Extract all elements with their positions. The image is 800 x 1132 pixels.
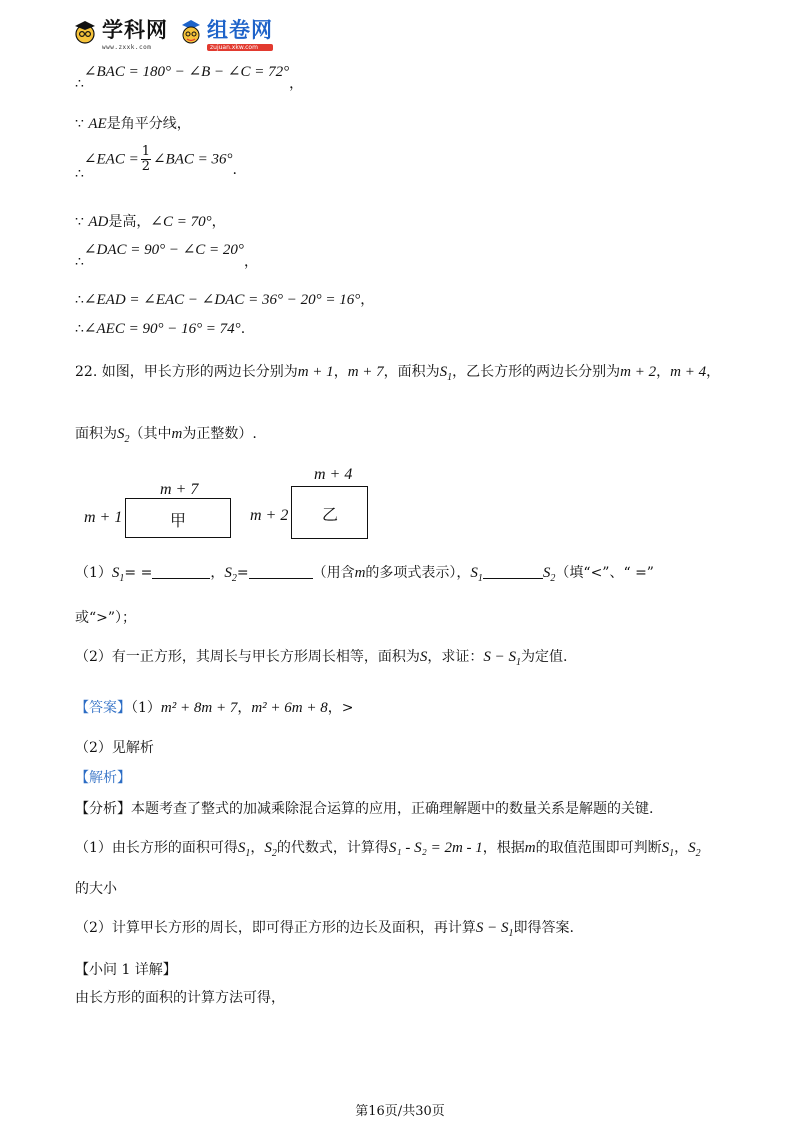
s-symbol: S <box>470 565 478 581</box>
solution-line-6 <box>75 290 374 310</box>
subscript: 1 <box>516 657 522 668</box>
s1-symbol <box>111 565 125 584</box>
question-text: ，面积为 <box>383 364 440 380</box>
s-minus-s1 <box>475 920 514 939</box>
note: 的多项式表示）， <box>365 565 471 581</box>
var-m: m <box>171 426 183 442</box>
solution-line-2 <box>75 114 191 134</box>
subscript: 1 <box>477 573 483 584</box>
therefore-symbol: ∴ <box>75 292 84 308</box>
expr: S − S <box>475 920 509 936</box>
var-m: m <box>524 840 536 856</box>
analysis-fenxi: 【分析】本题考查了整式的加减乘除混合运算的应用，正确理解题中的数量关系是解题的关键. <box>75 801 654 817</box>
s1-symbol <box>237 840 251 859</box>
equals: = <box>236 565 249 581</box>
solution-line-7 <box>75 319 245 339</box>
because-symbol: ∵ <box>75 214 84 230</box>
therefore-symbol: ∴ <box>75 76 84 92</box>
text: 是高， <box>108 214 151 230</box>
subscript: 1 <box>245 848 251 859</box>
logo-xuekewang: 学科网 <box>102 17 168 42</box>
s-symbol: S <box>111 565 120 581</box>
answer-tag: 【答案】 <box>75 700 131 716</box>
answer-s1: m² + 8m + 7 <box>160 700 238 716</box>
s2-symbol <box>224 565 237 584</box>
fraction-denominator: 2 <box>141 159 150 174</box>
fraction-numerator: 1 <box>141 144 150 159</box>
question-22-line-2 <box>75 424 257 450</box>
rect-yi <box>291 486 368 539</box>
area-s1 <box>439 364 453 383</box>
text: 是角平分线， <box>106 116 191 132</box>
subscript: 1 <box>669 848 675 859</box>
solution-line-1 <box>75 62 304 92</box>
punct: ， <box>243 254 258 270</box>
sep: ， <box>333 364 348 380</box>
fill-instruction: 或“>”）； <box>75 610 137 626</box>
math-var: AE <box>88 116 107 132</box>
side-b2: m + 4 <box>670 364 707 380</box>
s2-symbol <box>542 565 556 584</box>
logo-xuekewang-url: www.zxxk.com <box>102 43 152 51</box>
part-2-line <box>75 647 567 673</box>
punct: ， <box>706 364 721 380</box>
sep: ， <box>656 364 671 380</box>
subscript: 1 <box>508 928 514 939</box>
expr: S − S <box>483 649 517 665</box>
punct: ， <box>250 840 265 856</box>
equals: = = <box>124 565 153 581</box>
analysis-text: （2）计算甲长方形的周长，即可得正方形的边长及面积，再计算 <box>75 920 476 936</box>
rect-jia <box>125 498 231 538</box>
because-symbol: ∵ <box>75 116 84 132</box>
answer-compare: > <box>341 700 354 716</box>
solution-line-5 <box>75 240 258 270</box>
rect-jia-top-label: m + 7 <box>160 481 199 498</box>
logo-zujuanwang: 组卷网 <box>207 17 273 42</box>
part-label: （1） <box>131 700 161 716</box>
math-lhs: ∠EAC = <box>83 151 139 168</box>
s-symbol: S <box>224 565 232 581</box>
s2-symbol <box>688 840 701 859</box>
analysis-text: 的代数式，计算得 <box>276 840 389 856</box>
punct: . <box>232 161 237 178</box>
answer-line-2: （2）见解析 <box>75 740 154 756</box>
s-symbol: S <box>419 649 428 665</box>
math-var: AD <box>88 214 109 230</box>
math-rhs: ∠BAC = 36° <box>152 151 233 168</box>
part-label: （1） <box>75 565 112 581</box>
punct: . <box>240 321 246 337</box>
question-text: ，乙长方形的两边长分别为 <box>452 364 621 380</box>
subscript: 2 <box>550 573 556 584</box>
therefore-symbol: ∴ <box>75 165 84 182</box>
side-a1: m + 1 <box>297 364 334 380</box>
punct: ， <box>327 700 342 716</box>
side-a2: m + 7 <box>347 364 384 380</box>
subscript: 2 <box>695 848 701 859</box>
part-1-line <box>75 563 654 589</box>
analysis-text: 的取值范围即可判断 <box>535 840 662 856</box>
answer-line-1 <box>75 698 353 718</box>
subscript: 1 <box>119 573 125 584</box>
punct: ， <box>674 840 689 856</box>
header-logos <box>72 14 273 50</box>
s2-symbol <box>264 840 277 859</box>
math-expr: ∠AEC = 90° − 16° = 74° <box>83 321 241 337</box>
rect-yi-top-label: m + 4 <box>314 466 353 483</box>
s-symbol: S <box>661 840 670 856</box>
question-text: 为正整数）. <box>182 426 257 442</box>
s-symbol: S <box>264 840 272 856</box>
fill-instruction: （填“<”、“ =” <box>555 565 654 581</box>
logo-zujuanwang-url: zujuan.xkw.com <box>207 44 273 51</box>
part-1-line-2 <box>75 608 136 628</box>
rect-jia-label: 甲 <box>170 511 187 530</box>
analysis-last-line: 由长方形的面积的计算方法可得， <box>75 990 285 1006</box>
analysis-p1-cont: 的大小 <box>75 881 117 897</box>
s-symbol: S <box>237 840 246 856</box>
analysis-tag: 【解析】 <box>75 770 131 786</box>
scholar-cap-icon <box>72 19 98 45</box>
question-text: （其中 <box>129 426 172 442</box>
sub-question-1-detail: 【小问 1 详解】 <box>75 962 177 978</box>
part-text: ，求证： <box>427 649 484 665</box>
analysis-text: ，根据 <box>482 840 525 856</box>
subscript: 1 <box>447 372 453 383</box>
math-expr: ∠BAC = 180° − ∠B − ∠C = 72° <box>83 64 290 80</box>
subscript: 2 <box>124 434 130 445</box>
rect-jia-side-label: m + 1 <box>84 509 123 526</box>
subscript: 2 <box>231 573 237 584</box>
rect-yi-label: 乙 <box>322 505 339 524</box>
solution-line-4 <box>75 212 226 232</box>
analysis-text: 即得答案. <box>513 920 574 936</box>
fraction <box>141 145 151 174</box>
math-expr: ∠EAD = ∠EAC − ∠DAC = 36° − 20° = 16° <box>83 292 361 308</box>
analysis-p1 <box>75 838 701 864</box>
punct: ， <box>211 214 226 230</box>
var-m: m <box>354 565 366 581</box>
punct: ， <box>360 292 375 308</box>
question-number: 22. <box>75 364 98 380</box>
area-s2 <box>117 426 130 445</box>
question-text: 面积为 <box>75 426 117 442</box>
punct: ， <box>210 565 225 581</box>
answer-blank-s1[interactable] <box>152 564 210 579</box>
math-expr: S₁ - S₂ = 2m - 1 <box>388 840 483 856</box>
punct: ， <box>237 700 252 716</box>
analysis-p2 <box>75 918 574 944</box>
s-symbol: S <box>439 364 448 380</box>
math-expr: ∠DAC = 90° − ∠C = 20° <box>83 242 244 258</box>
punct: ， <box>289 76 304 92</box>
s1-symbol <box>661 840 675 859</box>
s1-symbol <box>470 565 483 584</box>
part-text: 为定值. <box>521 649 568 665</box>
page-number: 第16页/共30页 <box>355 1104 445 1119</box>
question-22-line-1 <box>75 362 720 388</box>
question-text: 如图，甲长方形的两边长分别为 <box>101 364 298 380</box>
analysis-text: （1）由长方形的面积可得 <box>75 840 238 856</box>
note: （用含 <box>312 565 355 581</box>
answer-s2: m² + 6m + 8 <box>251 700 328 716</box>
part-text: （2）有一正方形，其周长与甲长方形周长相等，面积为 <box>75 649 420 665</box>
rect-yi-side-label: m + 2 <box>250 507 289 524</box>
answer-blank-s2[interactable] <box>249 564 313 579</box>
answer-blank-compare[interactable] <box>483 564 543 579</box>
therefore-symbol: ∴ <box>75 254 84 270</box>
math-expr: ∠C = 70° <box>150 214 212 230</box>
therefore-symbol: ∴ <box>75 321 84 337</box>
mascot-icon <box>178 18 204 46</box>
solution-line-3 <box>75 144 237 182</box>
s-symbol: S <box>117 426 125 442</box>
s-symbol: S <box>542 565 551 581</box>
s-symbol: S <box>688 840 696 856</box>
subscript: 2 <box>271 848 277 859</box>
side-b1: m + 2 <box>620 364 657 380</box>
s-minus-s1 <box>483 649 522 668</box>
